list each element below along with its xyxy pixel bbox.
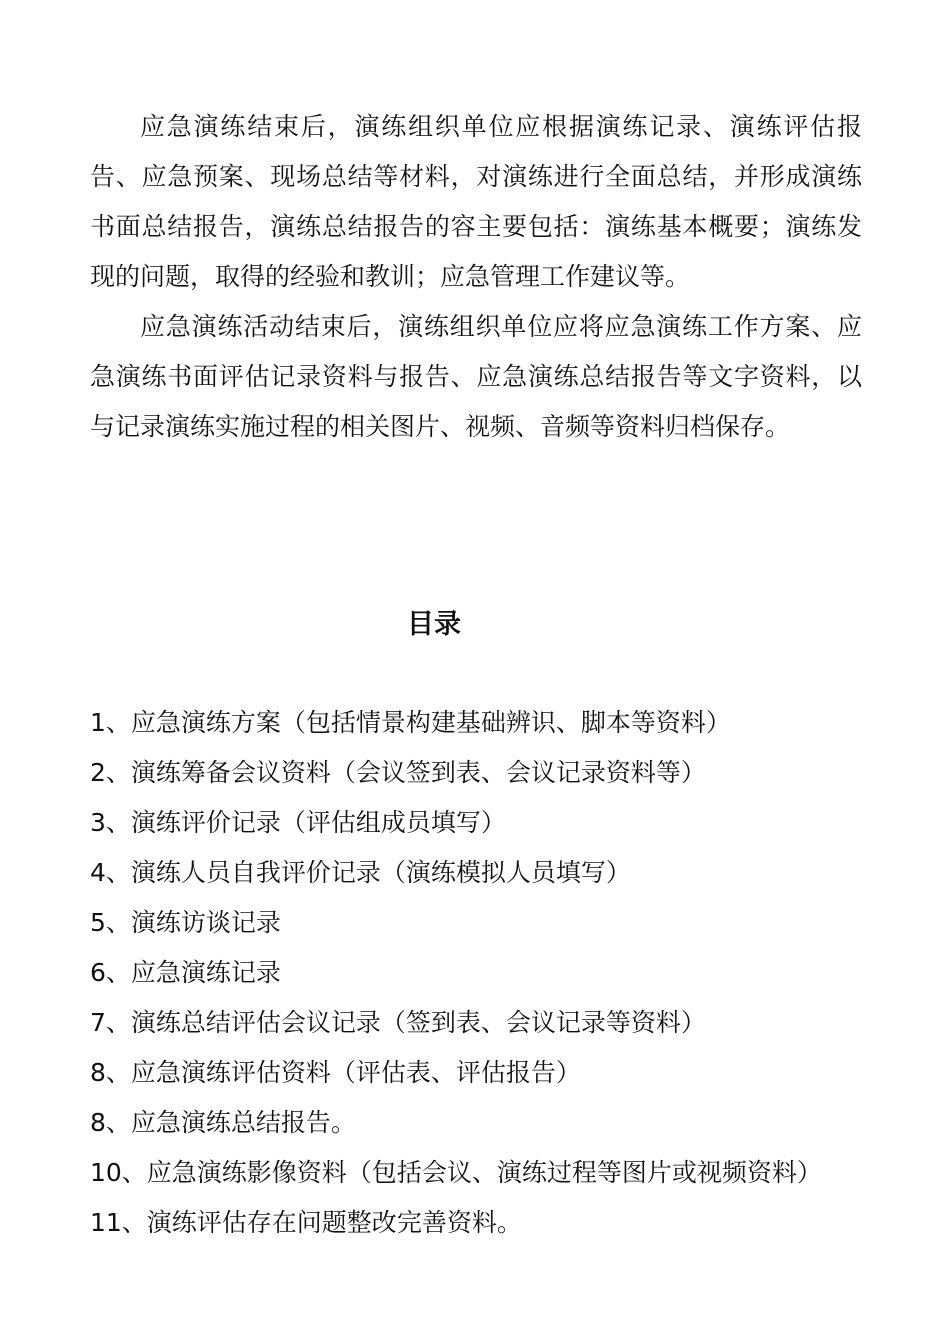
paragraph-summary: 应急演练结束后，演练组织单位应根据演练记录、演练评估报告、应急预案、现场总结等材料，对演练进行全面总结，并形成演练书面总结报告，演练总结报告的容主要包括：演练基本概要；演练发现的问题，取得的经验和教训；应急管理工作建议等。 (90, 112, 862, 291)
body-text (90, 102, 862, 452)
toc-title: 目录 (407, 609, 461, 640)
toc-item-3: 3、演练评价记录（评估组成员填写） (90, 808, 506, 837)
toc-item-10: 10、应急演练影像资料（包括会议、演练过程等图片或视频资料） (90, 1158, 822, 1187)
toc-item-7: 7、演练总结评估会议记录（签到表、会议记录等资料） (90, 1008, 706, 1037)
toc-item-5: 5、演练访谈记录 (90, 908, 281, 937)
toc-item-4: 4、演练人员自我评价记录（演练模拟人员填写） (90, 858, 631, 887)
toc-list (90, 698, 890, 1248)
toc-item-9: 8、应急演练总结报告。 (90, 1108, 356, 1137)
toc-item-8: 8、应急演练评估资料（评估表、评估报告） (90, 1058, 581, 1087)
toc-item-2: 2、演练筹备会议资料（会议签到表、会议记录资料等） (90, 758, 706, 787)
paragraph-archive: 应急演练活动结束后，演练组织单位应将应急演练工作方案、应急演练书面评估记录资料与报告、应急演练总结报告等文字资料，以与记录演练实施过程的相关图片、视频、音频等资料归档保存。 (90, 312, 862, 441)
toc-item-11: 11、演练评估存在问题整改完善资料。 (90, 1208, 522, 1237)
toc-item-6: 6、应急演练记录 (90, 958, 281, 987)
toc-item-1: 1、应急演练方案（包括情景构建基础辨识、脚本等资料） (90, 708, 731, 737)
